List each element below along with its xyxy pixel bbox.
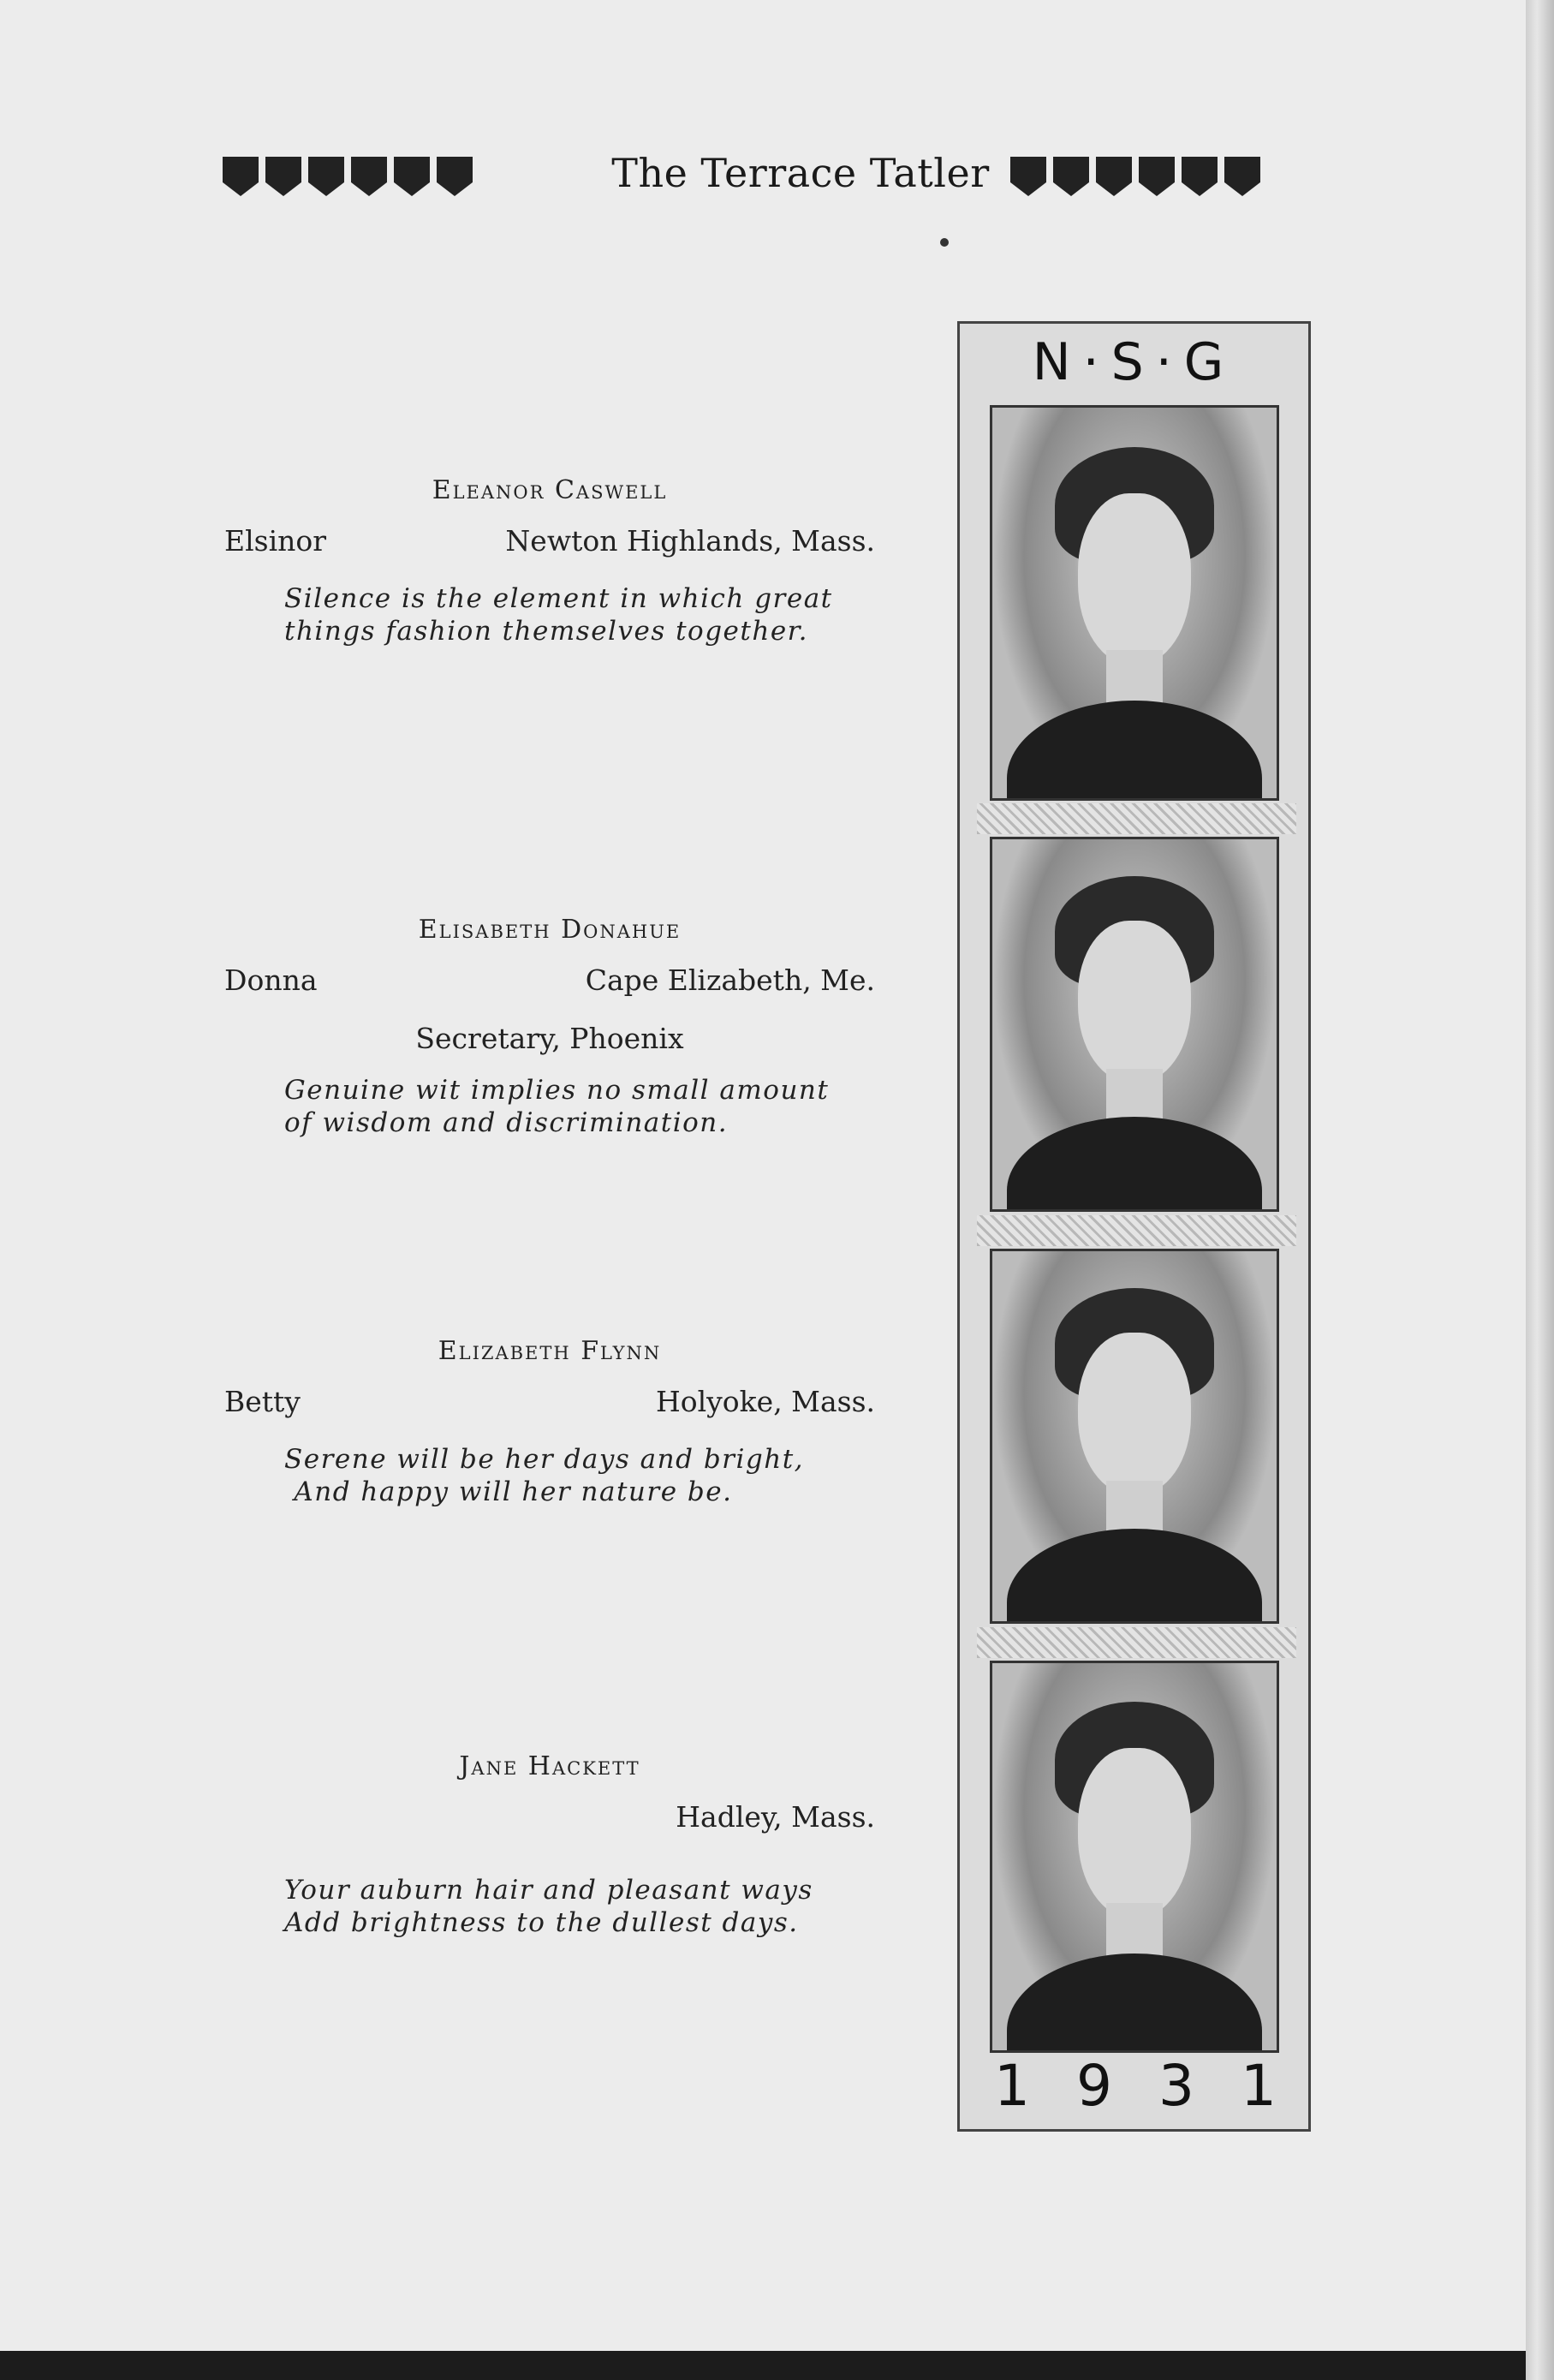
senior-hometown: Holyoke, Mass.: [655, 1385, 875, 1418]
portrait-photo: [990, 405, 1279, 801]
hatched-divider: [977, 1627, 1296, 1658]
quote-line: things fashion themselves together.: [284, 616, 808, 647]
page-edge: [1526, 0, 1554, 2380]
photo-column: [957, 321, 1323, 2132]
senior-hometown: Newton Highlands, Mass.: [505, 524, 875, 558]
ink-dot: [940, 238, 949, 247]
quote-line: Your auburn hair and pleasant ways: [284, 1875, 813, 1906]
senior-name: Eleanor Caswell: [432, 475, 668, 505]
scan-bottom-border: [0, 2351, 1526, 2380]
senior-entry: [224, 1336, 875, 1508]
hatched-divider: [977, 803, 1296, 834]
senior-entry: [224, 915, 875, 1139]
senior-quote: [284, 582, 875, 647]
quote-line: And happy will her nature be.: [284, 1476, 733, 1507]
quote-line: Serene will be her days and bright,: [284, 1444, 805, 1475]
senior-hometown: Cape Elizabeth, Me.: [585, 963, 875, 997]
senior-quote: [284, 1874, 875, 1939]
senior-office: Secretary, Phoenix: [415, 1022, 684, 1055]
hatched-divider: [977, 1215, 1296, 1246]
portrait-photo: [990, 1661, 1279, 2053]
page-title: The Terrace Tatler: [611, 150, 990, 196]
senior-name: Elisabeth Donahue: [418, 915, 682, 945]
pennant-banner-icon: [223, 157, 479, 196]
senior-entry: [224, 475, 875, 647]
quote-line: of wisdom and discrimination.: [284, 1107, 729, 1138]
portrait-photo: [990, 837, 1279, 1212]
senior-name: Elizabeth Flynn: [438, 1336, 662, 1366]
senior-nickname: Donna: [224, 963, 318, 997]
quote-line: Add brightness to the dullest days.: [284, 1907, 799, 1938]
class-year: 1931: [994, 2053, 1323, 2119]
senior-hometown: Hadley, Mass.: [676, 1800, 875, 1834]
pennant-banner-icon: [1010, 157, 1267, 196]
portrait-photo: [990, 1249, 1279, 1624]
senior-nickname: Betty: [224, 1385, 301, 1418]
senior-quote: [284, 1074, 875, 1139]
senior-quote: [284, 1443, 875, 1508]
senior-name: Jane Hackett: [459, 1751, 640, 1781]
quote-line: Genuine wit implies no small amount: [284, 1075, 830, 1106]
page-header: [223, 150, 1353, 201]
senior-entry: [224, 1751, 875, 1939]
senior-nickname: Elsinor: [224, 524, 327, 558]
school-initials: N·S·G: [1032, 332, 1236, 392]
quote-line: Silence is the element in which great: [284, 583, 833, 614]
